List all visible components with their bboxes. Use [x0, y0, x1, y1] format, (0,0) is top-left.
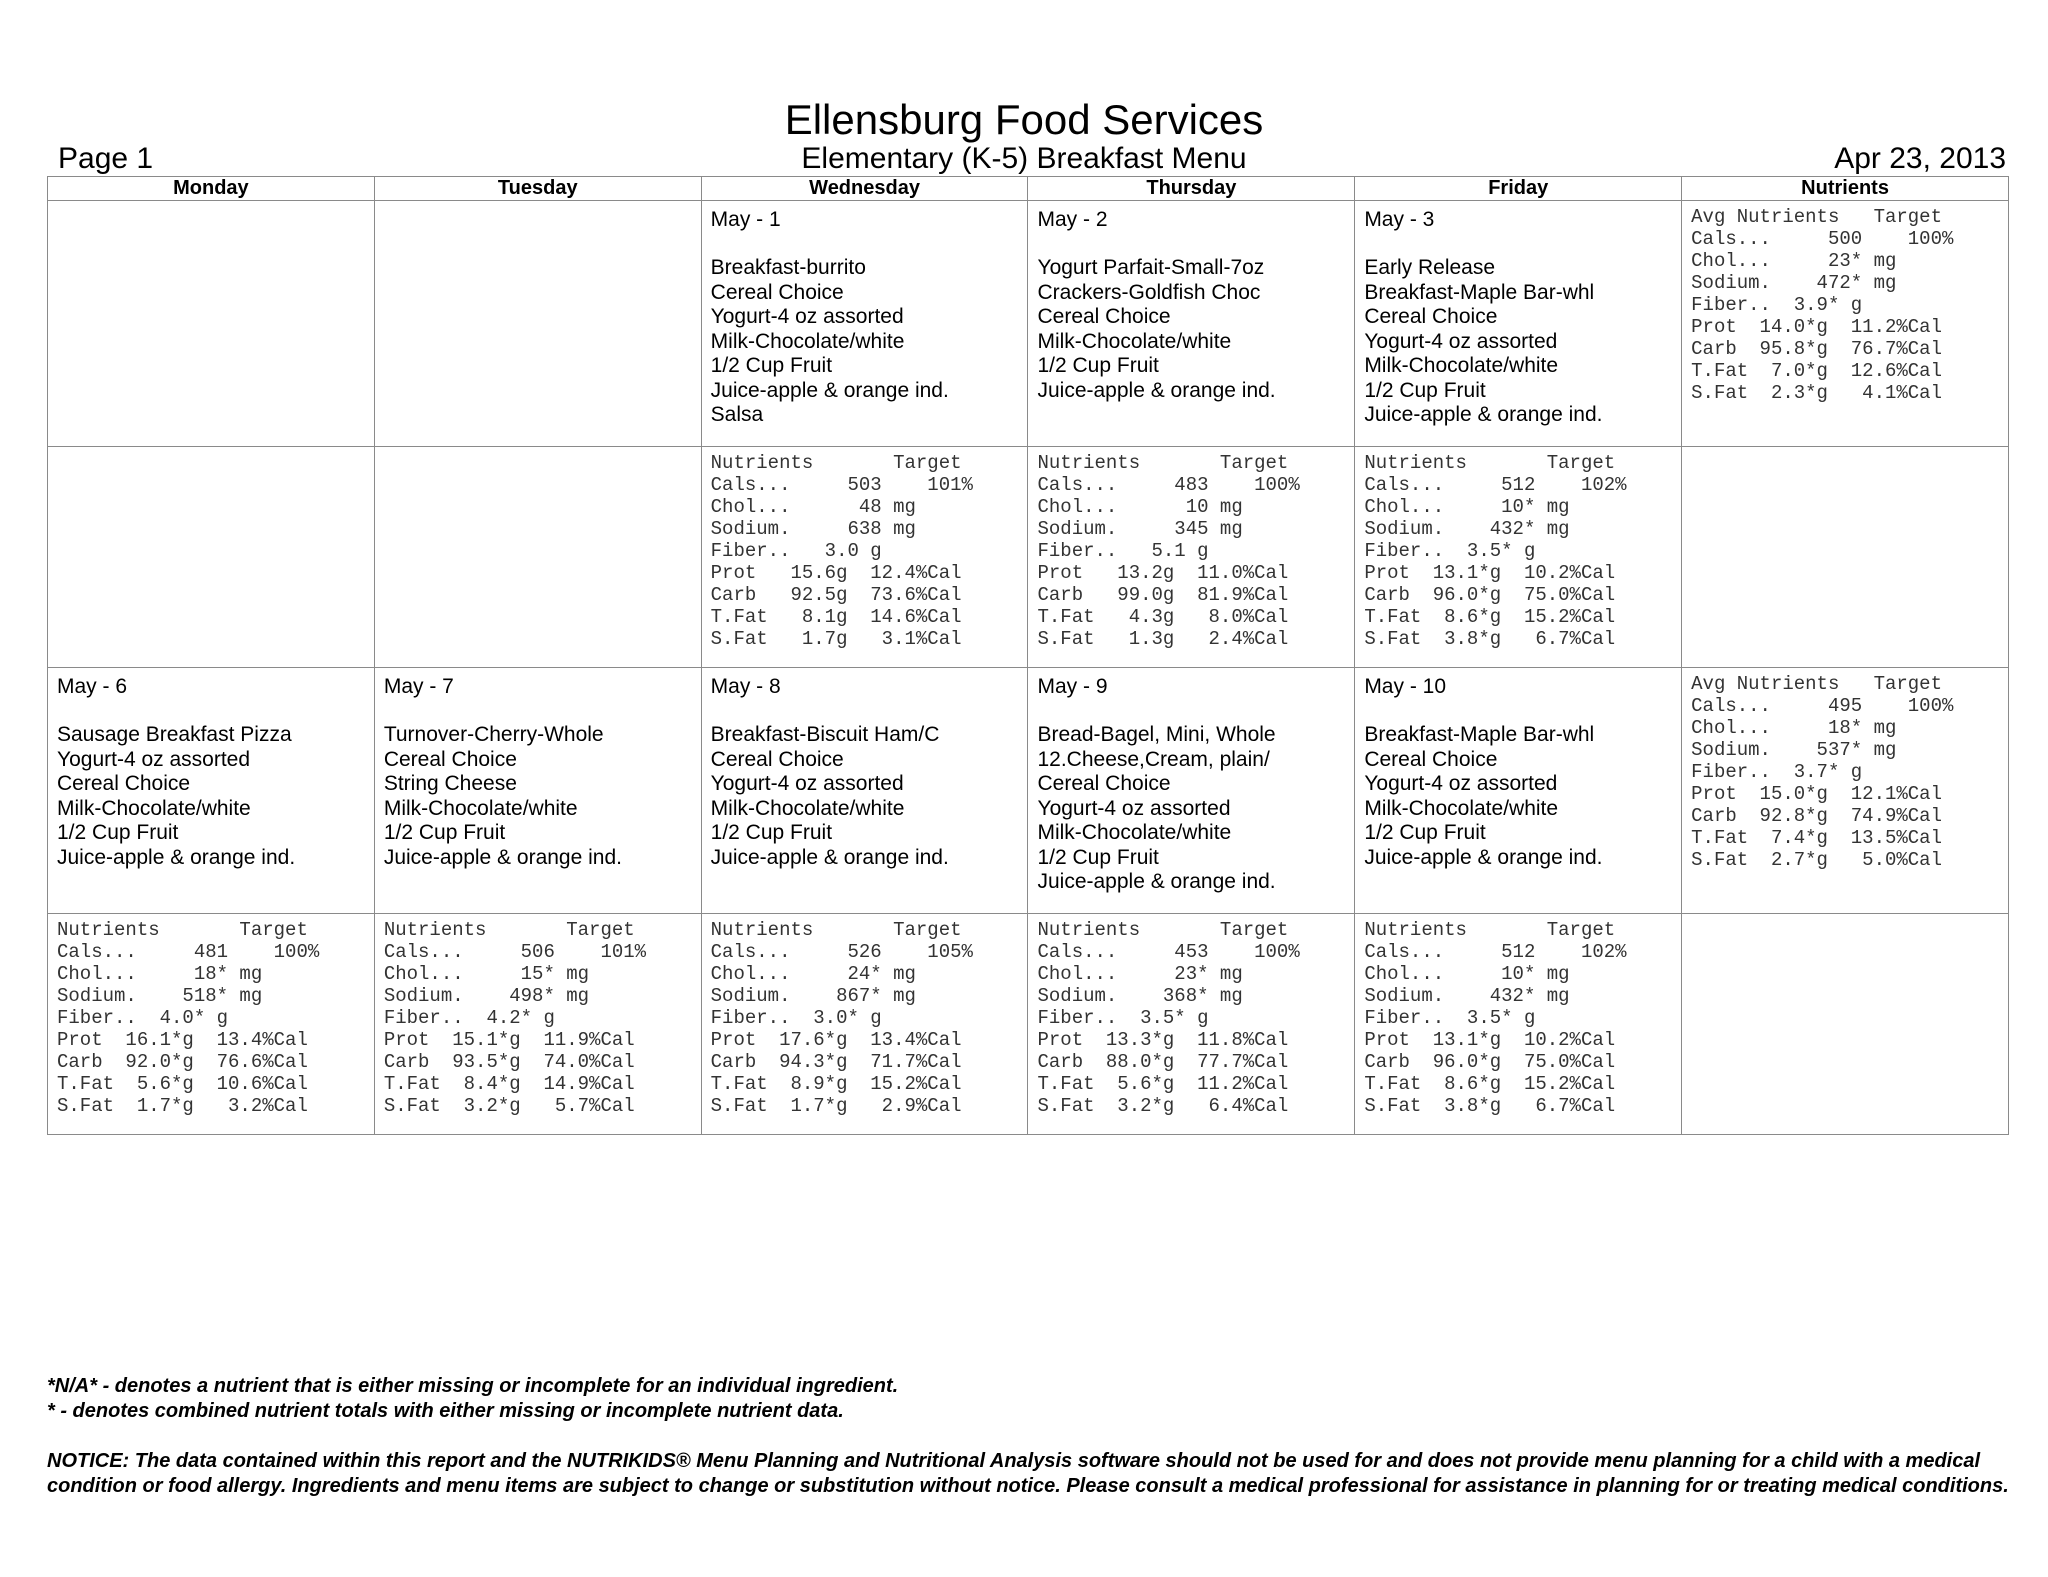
nutrient-block: [48, 447, 374, 452]
nutrient-line: Nutrients Target: [710, 452, 962, 474]
column-header-nutrients: Nutrients: [1682, 177, 2009, 201]
avg-nutrient-line: Fiber.. 3.9* g: [1691, 294, 1863, 316]
menu-item: Cereal Choice: [1364, 305, 1498, 328]
footnote-star: * - denotes combined nutrient totals with either missing or incomplete nutrient data.: [47, 1400, 844, 1422]
nutrient-line: Carb 94.3*g 71.7%Cal: [710, 1051, 962, 1073]
menu-item: Turnover-Cherry-Whole: [383, 723, 604, 746]
nutrient-line: Cals... 512 102%: [1364, 474, 1627, 496]
nutrient-line: Sodium. 345 mg: [1037, 518, 1243, 540]
nutrient-line: Prot 15.1*g 11.9%Cal: [383, 1029, 635, 1051]
menu-item: Breakfast-burrito: [710, 256, 866, 279]
empty-nutrient-cell: [1682, 447, 2009, 668]
nutrient-line: S.Fat 1.3g 2.4%Cal: [1037, 628, 1289, 650]
menu-item: Cereal Choice: [1364, 747, 1498, 771]
nutrient-line: S.Fat 1.7*g 3.2%Cal: [57, 1095, 308, 1117]
day-date: May - 8: [710, 675, 781, 698]
avg-nutrient-line: Cals... 500 100%: [1691, 228, 1954, 250]
menu-item: Early Release: [1364, 256, 1496, 279]
avg-nutrients-cell: [1682, 668, 2009, 914]
menu-item: Cereal Choice: [1037, 772, 1171, 795]
column-header-wednesday: Wednesday: [701, 177, 1028, 201]
report-date: Apr 23, 2013: [1834, 142, 2006, 175]
menu-item: Yogurt-4 oz assorted: [1364, 329, 1558, 353]
menu-item: 1/2 Cup Fruit: [710, 354, 833, 377]
nutrient-line: Prot 15.6g 12.4%Cal: [710, 562, 962, 584]
nutrient-line: Fiber.. 3.5* g: [1037, 1007, 1209, 1029]
header-row: [48, 177, 2009, 201]
nutrient-line: Sodium. 518* mg: [57, 985, 263, 1007]
menu-item: Yogurt-4 oz assorted: [1037, 796, 1231, 820]
nutrient-line: Sodium. 432* mg: [1364, 985, 1570, 1007]
column-header-monday: Monday: [48, 177, 375, 201]
menu-item: Cereal Choice: [383, 747, 517, 771]
nutrient-line: T.Fat 8.9*g 15.2%Cal: [710, 1073, 962, 1095]
report-title: Ellensburg Food Services: [784, 96, 1264, 143]
day-cell-wednesday: [701, 668, 1028, 914]
nutrient-line: S.Fat 3.2*g 6.4%Cal: [1037, 1095, 1289, 1117]
menu-item: Breakfast-Maple Bar-whl: [1364, 280, 1595, 304]
nutrient-line: Chol... 48 mg: [710, 496, 916, 518]
nutrient-line: S.Fat 1.7*g 2.9%Cal: [710, 1095, 962, 1117]
nutrient-block: [48, 914, 374, 1117]
menu-item-list: [375, 207, 701, 231]
nutrient-row: [48, 447, 2009, 668]
nutrient-line: Prot 13.3*g 11.8%Cal: [1037, 1029, 1289, 1051]
nutrient-line: Carb 93.5*g 74.0%Cal: [383, 1051, 635, 1073]
menu-item: 1/2 Cup Fruit: [1364, 821, 1486, 844]
day-date: May - 1: [710, 208, 781, 231]
nutrient-line: Carb 96.0*g 75.0%Cal: [1364, 584, 1616, 606]
nutrient-line: Carb 96.0*g 75.0%Cal: [1364, 1051, 1616, 1073]
menu-item: Yogurt Parfait-Small-7oz: [1037, 256, 1265, 279]
menu-item-list: [1355, 232, 1681, 428]
nutrient-cell-monday: [48, 447, 375, 668]
nutrient-line: Fiber.. 5.1 g: [1037, 540, 1209, 562]
menu-item: 1/2 Cup Fruit: [1037, 354, 1159, 377]
nutrient-line: Cals... 526 105%: [710, 941, 973, 963]
menu-item: Juice-apple & orange ind.: [1364, 845, 1603, 869]
menu-item: Milk-Chocolate/white: [710, 796, 905, 820]
menu-item-list: [1028, 699, 1354, 895]
nutrient-block: [1028, 914, 1354, 1117]
nutrient-line: Fiber.. 3.5* g: [1364, 1007, 1536, 1029]
menu-item: Milk-Chocolate/white: [57, 796, 251, 820]
nutrient-line: T.Fat 8.6*g 15.2%Cal: [1364, 1073, 1616, 1095]
menu-subtitle: Elementary (K-5) Breakfast Menu: [801, 142, 1247, 175]
nutrient-line: Fiber.. 4.2* g: [383, 1007, 555, 1029]
nutrient-cell-friday: [1355, 914, 1682, 1135]
nutrient-line: T.Fat 4.3g 8.0%Cal: [1037, 606, 1289, 628]
nutrient-cell-wednesday: [701, 447, 1028, 668]
nutrient-line: Chol... 23* mg: [1037, 963, 1243, 985]
nutrient-cell-thursday: [1028, 447, 1355, 668]
day-cell-tuesday: [374, 668, 701, 914]
nutrient-line: Cals... 483 100%: [1037, 474, 1300, 496]
menu-item: Salsa: [710, 403, 764, 426]
menu-item: 1/2 Cup Fruit: [57, 821, 179, 844]
menu-item: Juice-apple & orange ind.: [710, 378, 949, 402]
nutrient-line: S.Fat 3.8*g 6.7%Cal: [1364, 1095, 1616, 1117]
nutrient-line: Sodium. 432* mg: [1364, 518, 1570, 540]
day-cell-monday: [48, 201, 375, 447]
nutrient-line: Fiber.. 4.0* g: [57, 1007, 229, 1029]
nutrient-block: [375, 447, 701, 452]
nutrient-line: S.Fat 1.7g 3.1%Cal: [710, 628, 962, 650]
avg-nutrient-line: T.Fat 7.4*g 13.5%Cal: [1691, 827, 1942, 849]
nutrient-cell-tuesday: [374, 447, 701, 668]
nutrient-line: Carb 92.5g 73.6%Cal: [710, 584, 962, 606]
menu-item: Juice-apple & orange ind.: [1037, 870, 1276, 893]
nutrient-line: Nutrients Target: [57, 919, 308, 941]
nutrient-cell-monday: [48, 914, 375, 1135]
day-date: May - 10: [1364, 675, 1447, 698]
avg-nutrient-line: Prot 15.0*g 12.1%Cal: [1691, 783, 1942, 805]
avg-nutrient-line: Sodium. 537* mg: [1691, 739, 1897, 761]
menu-item-list: [702, 232, 1028, 428]
menu-item: Milk-Chocolate/white: [383, 796, 578, 820]
page-number: Page 1: [58, 142, 154, 175]
column-header-thursday: Thursday: [1028, 177, 1355, 201]
nutrient-line: Prot 13.1*g 10.2%Cal: [1364, 562, 1616, 584]
nutrient-line: Cals... 503 101%: [710, 474, 973, 496]
menu-item: Juice-apple & orange ind.: [1037, 378, 1276, 402]
nutrient-line: Nutrients Target: [710, 919, 962, 941]
avg-nutrient-line: Prot 14.0*g 11.2%Cal: [1691, 316, 1942, 338]
column-header-friday: Friday: [1355, 177, 1682, 201]
menu-body: [48, 201, 2009, 1135]
day-cell-wednesday: [701, 201, 1028, 447]
menu-item: 1/2 Cup Fruit: [1364, 378, 1486, 402]
menu-item: Breakfast-Maple Bar-whl: [1364, 723, 1595, 746]
empty-nutrient-cell: [1682, 914, 2009, 1135]
menu-item: Juice-apple & orange ind.: [710, 845, 949, 869]
nutrient-line: S.Fat 3.8*g 6.7%Cal: [1364, 628, 1616, 650]
nutrient-line: Cals... 512 102%: [1364, 941, 1627, 963]
menu-item: 12.Cheese,Cream, plain/: [1037, 747, 1270, 771]
nutrient-block: [702, 914, 1028, 1117]
nutrient-line: Chol... 15* mg: [383, 963, 590, 985]
nutrient-line: Cals... 453 100%: [1037, 941, 1300, 963]
menu-item: Juice-apple & orange ind.: [57, 845, 296, 869]
nutrient-line: Prot 17.6*g 13.4%Cal: [710, 1029, 962, 1051]
menu-item: Cereal Choice: [710, 280, 844, 304]
day-cell-friday: [1355, 668, 1682, 914]
nutrient-line: Nutrients Target: [383, 919, 635, 941]
nutrient-row: [48, 914, 2009, 1135]
menu-item: Cereal Choice: [710, 747, 844, 771]
menu-item: Breakfast-Biscuit Ham/C: [710, 723, 940, 746]
menu-row: [48, 201, 2009, 447]
nutrient-line: Carb 88.0*g 77.7%Cal: [1037, 1051, 1289, 1073]
menu-item-list: [702, 699, 1028, 870]
nutrient-cell-wednesday: [701, 914, 1028, 1135]
footnotes: [47, 1374, 2017, 1499]
nutrient-line: Fiber.. 3.0 g: [710, 540, 882, 562]
menu-item: Sausage Breakfast Pizza: [57, 723, 292, 746]
menu-item: Juice-apple & orange ind.: [383, 845, 622, 869]
avg-nutrient-line: T.Fat 7.0*g 12.6%Cal: [1691, 360, 1942, 382]
day-cell-monday: [48, 668, 375, 914]
menu-item: Cereal Choice: [1037, 305, 1171, 328]
avg-nutrient-line: Carb 92.8*g 74.9%Cal: [1691, 805, 1942, 827]
avg-nutrient-line: Chol... 23* mg: [1691, 250, 1897, 272]
day-date: May - 7: [383, 675, 454, 698]
menu-item: Milk-Chocolate/white: [710, 329, 905, 353]
nutrient-line: Chol... 10 mg: [1037, 496, 1243, 518]
avg-nutrient-line: Chol... 18* mg: [1691, 717, 1897, 739]
nutrient-line: Carb 99.0g 81.9%Cal: [1037, 584, 1289, 606]
menu-item: Milk-Chocolate/white: [1364, 796, 1559, 820]
nutrient-line: Prot 16.1*g 13.4%Cal: [57, 1029, 308, 1051]
nutrient-line: Cals... 481 100%: [57, 941, 320, 963]
nutrient-line: Sodium. 867* mg: [710, 985, 916, 1007]
menu-item: Cereal Choice: [57, 772, 191, 795]
day-date: May - 2: [1037, 208, 1108, 231]
day-cell-thursday: [1028, 201, 1355, 447]
nutrient-line: T.Fat 5.6*g 11.2%Cal: [1037, 1073, 1289, 1095]
day-date: May - 9: [1037, 675, 1108, 698]
avg-nutrient-line: Cals... 495 100%: [1691, 695, 1954, 717]
avg-nutrient-line: S.Fat 2.3*g 4.1%Cal: [1691, 382, 1942, 404]
nutrient-line: Prot 13.2g 11.0%Cal: [1037, 562, 1289, 584]
column-header-tuesday: Tuesday: [374, 177, 701, 201]
menu-item: String Cheese: [383, 772, 517, 795]
nutrient-line: T.Fat 5.6*g 10.6%Cal: [57, 1073, 308, 1095]
menu-item: Crackers-Goldfish Choc: [1037, 280, 1261, 304]
menu-item-list: [1028, 232, 1354, 403]
nutrient-block: [1355, 447, 1681, 650]
menu-item: 1/2 Cup Fruit: [383, 821, 506, 844]
day-cell-tuesday: [374, 201, 701, 447]
nutrient-line: Chol... 24* mg: [710, 963, 916, 985]
nutrient-line: Chol... 18* mg: [57, 963, 263, 985]
menu-item: 1/2 Cup Fruit: [710, 821, 833, 844]
nutrient-line: Prot 13.1*g 10.2%Cal: [1364, 1029, 1616, 1051]
avg-nutrient-block: [1682, 201, 2008, 404]
nutrient-line: Nutrients Target: [1364, 452, 1616, 474]
menu-item-list: [48, 207, 374, 231]
nutrient-line: Nutrients Target: [1037, 452, 1289, 474]
menu-item-list: [48, 699, 374, 870]
nutrient-cell-friday: [1355, 447, 1682, 668]
nutrient-line: Nutrients Target: [1037, 919, 1289, 941]
nutrient-line: Nutrients Target: [1364, 919, 1616, 941]
avg-nutrient-line: Avg Nutrients Target: [1691, 206, 1942, 228]
nutrient-block: [1028, 447, 1354, 650]
menu-item: Yogurt-4 oz assorted: [710, 305, 904, 328]
menu-item-list: [1355, 699, 1681, 870]
nutrient-line: Fiber.. 3.0* g: [710, 1007, 882, 1029]
nutrient-line: Sodium. 368* mg: [1037, 985, 1243, 1007]
notice-text: NOTICE: The data contained within this report and the NUTRIKIDS® Menu Planning and Nutritional Analysis software should not be used for and does not provide menu planning for a child with a medical condition or food allergy. Ingredients and menu items are subject to change or substitution without notice. Please consult a medical professional for assistance in planning for or treating medical conditions.: [47, 1450, 2009, 1497]
avg-nutrient-line: Sodium. 472* mg: [1691, 272, 1897, 294]
nutrient-line: T.Fat 8.4*g 14.9%Cal: [383, 1073, 635, 1095]
menu-item: Milk-Chocolate/white: [1037, 329, 1232, 353]
menu-item: Milk-Chocolate/white: [1364, 354, 1559, 377]
avg-nutrient-line: S.Fat 2.7*g 5.0%Cal: [1691, 849, 1942, 871]
footnote-na: *N/A* - denotes a nutrient that is either missing or incomplete for an individual ingredient.: [47, 1375, 899, 1397]
menu-item: Yogurt-4 oz assorted: [1364, 772, 1558, 795]
menu-item: Yogurt-4 oz assorted: [710, 772, 904, 795]
nutrient-block: [1355, 914, 1681, 1117]
nutrient-cell-thursday: [1028, 914, 1355, 1135]
avg-nutrient-line: Avg Nutrients Target: [1691, 673, 1942, 695]
avg-nutrient-line: Fiber.. 3.7* g: [1691, 761, 1863, 783]
avg-nutrients-cell: [1682, 201, 2009, 447]
nutrient-line: Sodium. 638 mg: [710, 518, 916, 540]
menu-item: Juice-apple & orange ind.: [1364, 403, 1603, 426]
nutrient-line: Chol... 10* mg: [1364, 963, 1570, 985]
nutrient-line: Fiber.. 3.5* g: [1364, 540, 1536, 562]
day-date: May - 3: [1364, 208, 1435, 231]
nutrient-line: T.Fat 8.1g 14.6%Cal: [710, 606, 962, 628]
menu-table: [47, 176, 2009, 1135]
menu-item-list: [375, 699, 701, 870]
day-cell-friday: [1355, 201, 1682, 447]
avg-nutrient-block: [1682, 668, 2008, 871]
day-cell-thursday: [1028, 668, 1355, 914]
day-date: May - 6: [57, 675, 128, 698]
nutrient-line: Sodium. 498* mg: [383, 985, 590, 1007]
nutrient-line: T.Fat 8.6*g 15.2%Cal: [1364, 606, 1616, 628]
nutrient-line: Carb 92.0*g 76.6%Cal: [57, 1051, 308, 1073]
nutrient-block: [375, 914, 701, 1117]
nutrient-line: Chol... 10* mg: [1364, 496, 1570, 518]
avg-nutrient-line: Carb 95.8*g 76.7%Cal: [1691, 338, 1942, 360]
menu-item: 1/2 Cup Fruit: [1037, 845, 1159, 869]
nutrient-line: S.Fat 3.2*g 5.7%Cal: [383, 1095, 635, 1117]
menu-item: Milk-Chocolate/white: [1037, 821, 1232, 844]
nutrient-block: [702, 447, 1028, 650]
menu-item: Bread-Bagel, Mini, Whole: [1037, 723, 1276, 746]
menu-item: Yogurt-4 oz assorted: [57, 747, 251, 771]
nutrient-cell-tuesday: [374, 914, 701, 1135]
menu-row: [48, 668, 2009, 914]
nutrient-line: Cals... 506 101%: [383, 941, 647, 963]
